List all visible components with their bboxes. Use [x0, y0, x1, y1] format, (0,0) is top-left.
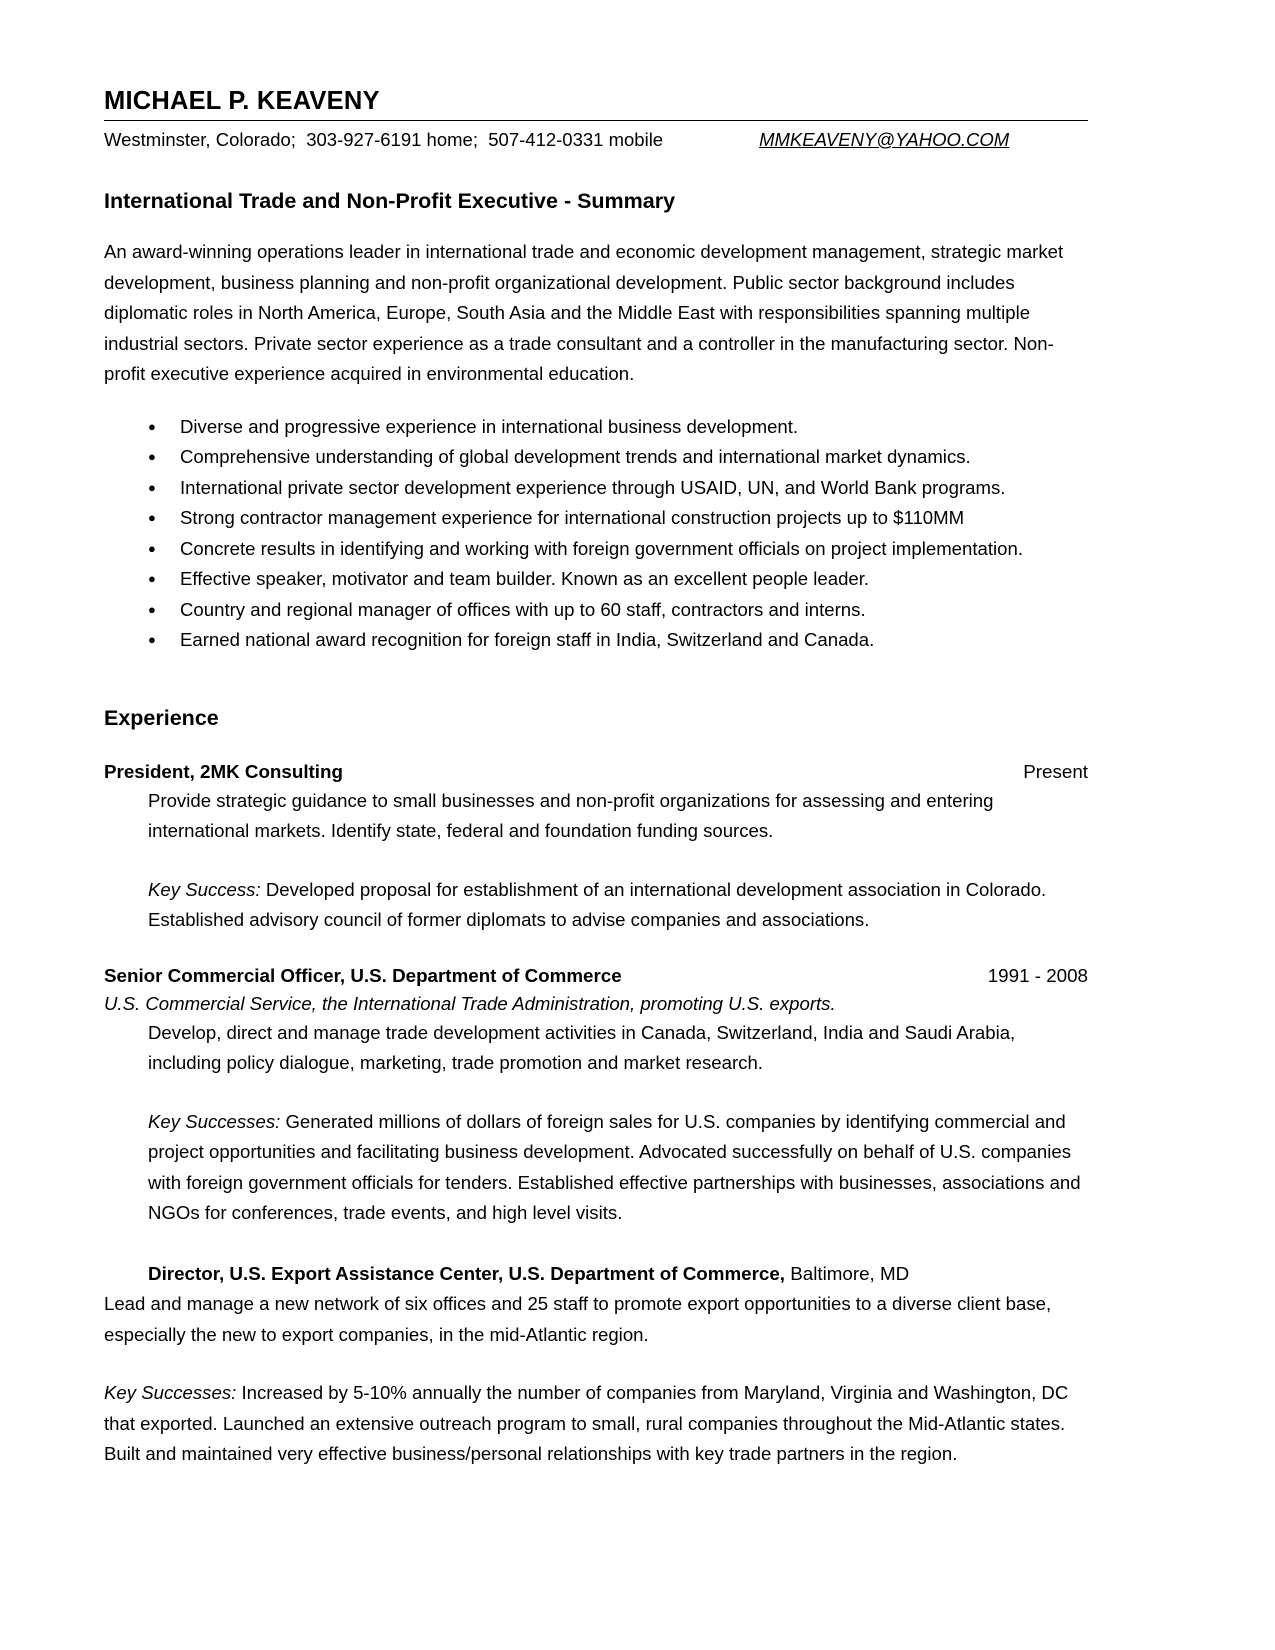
contact-row — [104, 127, 1088, 153]
resume-content — [104, 86, 1088, 1470]
experience-entry — [104, 758, 1088, 936]
key-success-text: Increased by 5-10% annually the number of companies from Maryland, Virginia and Washington, DC that exported. Launched an extensive outreach program to small, rural companies throughout the Mid-Atlantic states. Built and maintained very effective business/personal relationships with key trade partners in the region. — [104, 1382, 1069, 1464]
experience-heading: Experience — [104, 705, 219, 730]
list-item: ● Strong contractor management experience for international construction projects up to $110MM — [104, 503, 1088, 534]
contact-details: Westminster, Colorado; 303-927-6191 home; 507-412-0331 mobile — [104, 129, 664, 150]
list-item: ● International private sector development experience through USAID, UN, and World Bank programs. — [104, 473, 1088, 504]
key-success-label: Key Success: — [148, 878, 261, 900]
list-item: ● Effective speaker, motivator and team builder. Known as an excellent people leader. — [104, 564, 1088, 595]
header-divider — [104, 120, 1088, 121]
experience-entry — [104, 962, 1088, 1229]
list-item: ● Country and regional manager of offices with up to 60 staff, contractors and interns. — [104, 595, 1088, 626]
job-date: Present — [1023, 760, 1088, 782]
list-item: ● Concrete results in identifying and working with foreign government officials on project implementation. — [104, 534, 1088, 565]
job-subtitle: U.S. Commercial Service, the International Trade Administration, promoting U.S. exports. — [104, 992, 836, 1014]
candidate-name: MICHAEL P. KEAVENY — [104, 87, 380, 115]
list-item: ● Comprehensive understanding of global development trends and international market dynamics. — [104, 442, 1088, 473]
summary-heading: International Trade and Non-Profit Executive - Summary — [104, 189, 676, 213]
job-date: 1991 - 2008 — [987, 964, 1088, 986]
sub-job-location: Baltimore, MD — [785, 1262, 910, 1284]
sub-job-description: Lead and manage a new network of six offices and 25 staff to promote export opportunities to a diverse client base, especially the new to export companies, in the mid-Atlantic region. — [104, 1293, 1052, 1345]
list-item: ● Diverse and progressive experience in international business development. — [104, 412, 1088, 443]
job-key-success — [148, 1107, 1088, 1229]
job-header-row — [104, 962, 1088, 990]
list-item: ● Earned national award recognition for foreign staff in India, Switzerland and Canada. — [104, 625, 1088, 656]
summary-paragraph: An award-winning operations leader in international trade and economic development management, strategic market development, business planning and non-profit organizational development. Public sector background includes diplomatic roles in North America, Europe, South Asia and the Middle East with responsibilities spanning multiple industrial sectors. Private sector experience as a trade consultant and a controller in the manufacturing sector. Non-profit executive experience acquired in environmental education. — [104, 241, 1064, 384]
job-description: Develop, direct and manage trade development activities in Canada, Switzerland, India and Saudi Arabia, including policy dialogue, marketing, trade promotion and market research. — [148, 1021, 1016, 1073]
job-description: Provide strategic guidance to small businesses and non-profit organizations for assessing and entering international markets. Identify state, federal and foundation funding sources. — [148, 789, 994, 841]
email-link[interactable]: MMKEAVENY@YAHOO.COM — [759, 129, 1010, 150]
key-success-text: Generated millions of dollars of foreign sales for U.S. companies by identifying commercial and project opportunities and facilitating business development. Advocated successfully on behalf of U.S. companies with foreign government officials for tenders. Established effective partnerships with businesses, associations and NGOs for conferences, trade events, and high level visits. — [148, 1110, 1081, 1223]
sub-job-title — [148, 1259, 1088, 1290]
summary-bullet-list — [104, 412, 1088, 656]
key-success-label: Key Successes: — [104, 1382, 237, 1403]
experience-sub-entry — [104, 1259, 1088, 1470]
job-title: Senior Commercial Officer, U.S. Department of Commerce — [104, 964, 622, 986]
job-header-row — [104, 758, 1088, 786]
sub-job-title-bold: Director, U.S. Export Assistance Center, U.S. Department of Commerce, — [148, 1262, 786, 1284]
key-success-text: Developed proposal for establishment of an international development association in Colorado. Established advisory council of former diplomats to advise companies and associations. — [148, 878, 1047, 930]
key-success-label: Key Successes: — [148, 1110, 281, 1132]
job-title: President, 2MK Consulting — [104, 760, 343, 782]
sub-job-key-success — [104, 1378, 1088, 1470]
job-key-success — [148, 875, 1088, 936]
